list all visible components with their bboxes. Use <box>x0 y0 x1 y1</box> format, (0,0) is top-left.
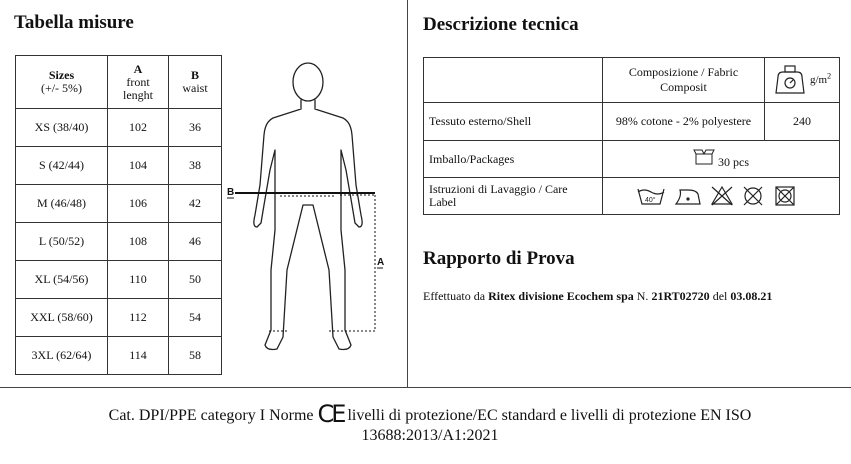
waist-cell: 36 <box>169 109 222 147</box>
front-length-cell: 102 <box>108 109 169 147</box>
no-dry-clean-icon <box>744 187 762 205</box>
report-title: Rapporto di Prova <box>423 248 575 269</box>
size-table <box>15 55 222 375</box>
front-length-cell: 108 <box>108 223 169 261</box>
table-row <box>16 185 222 223</box>
empty-cell <box>424 58 603 103</box>
care-symbols <box>636 185 806 207</box>
waist-cell: 38 <box>169 147 222 185</box>
shell-composition: 98% cotone - 2% polyestere <box>603 103 765 141</box>
iron-low-icon <box>676 190 700 204</box>
waist-cell: 54 <box>169 299 222 337</box>
table-row <box>16 337 222 375</box>
table-row <box>424 103 840 141</box>
front-length-cell: 112 <box>108 299 169 337</box>
care-label: Istruzioni di Lavaggio / Care Label <box>424 178 603 215</box>
waist-cell: 46 <box>169 223 222 261</box>
waist-cell: 50 <box>169 261 222 299</box>
footer-standards: Cat. DPI/PPE category I Norme CE livelli di protezione/EC standard e livelli di protezione EN ISO 13688:2013/A1:2021 <box>108 400 752 444</box>
packages-value-cell <box>603 141 840 178</box>
size-cell: 3XL (62/64) <box>16 337 108 375</box>
packages-label: Imballo/Packages <box>424 141 603 178</box>
weight-header <box>765 58 840 103</box>
size-cell: XS (38/40) <box>16 109 108 147</box>
vertical-divider <box>407 0 408 388</box>
packages-value: 30 pcs <box>718 154 749 169</box>
body-measurement-figure <box>225 55 405 365</box>
waist-measure-line <box>227 187 375 198</box>
wash-40-icon <box>638 189 664 204</box>
tech-description-title: Descrizione tecnica <box>423 14 579 35</box>
front-length-cell: 104 <box>108 147 169 185</box>
size-cell: XXL (58/60) <box>16 299 108 337</box>
size-cell: L (50/52) <box>16 223 108 261</box>
table-row <box>16 147 222 185</box>
table-row <box>16 261 222 299</box>
front-length-cell: 110 <box>108 261 169 299</box>
size-table-header <box>16 56 222 109</box>
shell-weight: 240 <box>765 103 840 141</box>
report-details: Effettuato da Ritex divisione Ecochem spa N. 21RT02720 del 03.08.21 <box>423 289 773 303</box>
weight-scale-icon <box>773 65 807 95</box>
header-sizes: Sizes (+/- 5%) <box>16 56 108 109</box>
waist-cell: 42 <box>169 185 222 223</box>
header-front-length: A front lenght <box>108 56 169 109</box>
tech-table-header <box>424 58 840 103</box>
size-cell: M (46/48) <box>16 185 108 223</box>
size-cell: XL (54/56) <box>16 261 108 299</box>
composition-header: Composizione / Fabric Composit <box>603 58 765 103</box>
box-icon <box>693 148 715 166</box>
table-row <box>16 223 222 261</box>
front-length-cell: 114 <box>108 337 169 375</box>
no-bleach-icon <box>712 187 732 205</box>
horizontal-divider <box>0 387 851 388</box>
waist-label-b: B <box>227 187 235 198</box>
tech-table <box>423 57 840 215</box>
table-row <box>424 141 840 178</box>
svg-text:40°: 40° <box>645 197 656 204</box>
size-table-title: Tabella misure <box>14 12 134 33</box>
size-cell: S (42/44) <box>16 147 108 185</box>
table-row <box>424 178 840 215</box>
table-row <box>16 109 222 147</box>
header-waist: B waist <box>169 56 222 109</box>
ce-mark-icon: CE <box>317 400 344 428</box>
front-length-cell: 106 <box>108 185 169 223</box>
table-row <box>16 299 222 337</box>
care-icons <box>603 178 840 215</box>
weight-unit: $g/m^2$ <box>809 71 832 86</box>
shell-label: Tessuto esterno/Shell <box>424 103 603 141</box>
no-tumble-dry-icon <box>776 187 794 205</box>
waist-cell: 58 <box>169 337 222 375</box>
human-body-outline <box>254 63 362 350</box>
length-label-a: A <box>377 257 385 268</box>
